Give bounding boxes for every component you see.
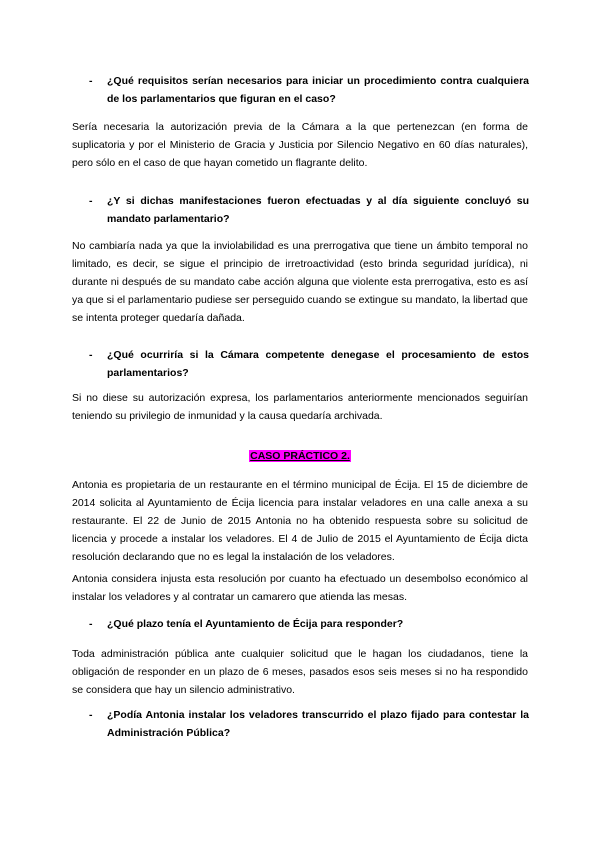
question-2-text: ¿Y si dichas manifestaciones fueron efectuadas y al día siguiente concluyó su mandato parlamentario? (107, 195, 529, 225)
bullet-dash: - (89, 195, 93, 207)
question-3 (89, 346, 529, 382)
question-4-text: ¿Qué plazo tenía el Ayuntamiento de Écija para responder? (107, 618, 404, 630)
case-paragraph-2: Antonia considera injusta esta resolución por cuanto ha efectuado un desembolso económico al instalar los veladores y al contratar un camarero que atienda las mesas. (72, 573, 528, 603)
bullet-dash: - (89, 709, 93, 721)
bullet-dash: - (89, 349, 93, 361)
answer-4: Toda administración pública ante cualquier solicitud que le hagan los ciudadanos, tiene la obligación de responder en un plazo de 6 meses, pasados esos seis meses si no ha respondido se considera que hay un silencio administrativo. (72, 648, 528, 696)
question-1-text: ¿Qué requisitos serían necesarios para iniciar un procedimiento contra cualquiera de los parlamentarios que figuran en el caso? (107, 75, 529, 105)
answer-1: Sería necesaria la autorización previa de la Cámara a la que pertenezcan (en forma de suplicatoria y por el Ministerio de Gracia y Justicia por Silencio Negativo en 60 días naturales), pero sólo en el caso de que hayan cometido un flagrante delito. (72, 121, 528, 169)
bullet-dash: - (89, 75, 93, 87)
question-5-text: ¿Podía Antonia instalar los veladores transcurrido el plazo fijado para contestar la Administración Pública? (107, 709, 529, 739)
case-title (0, 449, 600, 464)
question-3-text: ¿Qué ocurriría si la Cámara competente denegase el procesamiento de estos parlamentarios? (107, 349, 529, 379)
question-4 (89, 615, 529, 633)
case-paragraph-1: Antonia es propietaria de un restaurante en el término municipal de Écija. El 15 de diciembre de 2014 solicita al Ayuntamiento de Écija licencia para instalar veladores en una calle anexa a su restaurante. El 22 de Junio de 2015 Antonia no ha obtenido respuesta sobre su solicitud de licencia y procede a instalar los veladores. El 4 de Julio de 2015 el Ayuntamiento de Écija dicta resolución declarando que no es legal la instalación de los veladores. (72, 479, 528, 563)
answer-3: Si no diese su autorización expresa, los parlamentarios anteriormente mencionados seguirían teniendo su privilegio de inmunidad y la causa quedaría archivada. (72, 392, 528, 422)
case-title-text: CASO PRÁCTICO 2. (250, 450, 350, 462)
answer-2: No cambiaría nada ya que la inviolabilidad es una prerrogativa que tiene un ámbito temporal no limitado, es decir, se sigue el principio de irretroactividad (esto brinda seguridad jurídica), ni durante ni después de su mandato cabe acción alguna que violente esta prerrogativa, esto es así ya que si el parlamentario pudiese ser perseguido cuando se extingue su mandato, la libertad que se intenta proteger quedaría dañada. (72, 240, 528, 324)
question-5 (89, 706, 529, 742)
question-1 (89, 72, 529, 108)
bullet-dash: - (89, 618, 93, 630)
question-2 (89, 192, 529, 228)
